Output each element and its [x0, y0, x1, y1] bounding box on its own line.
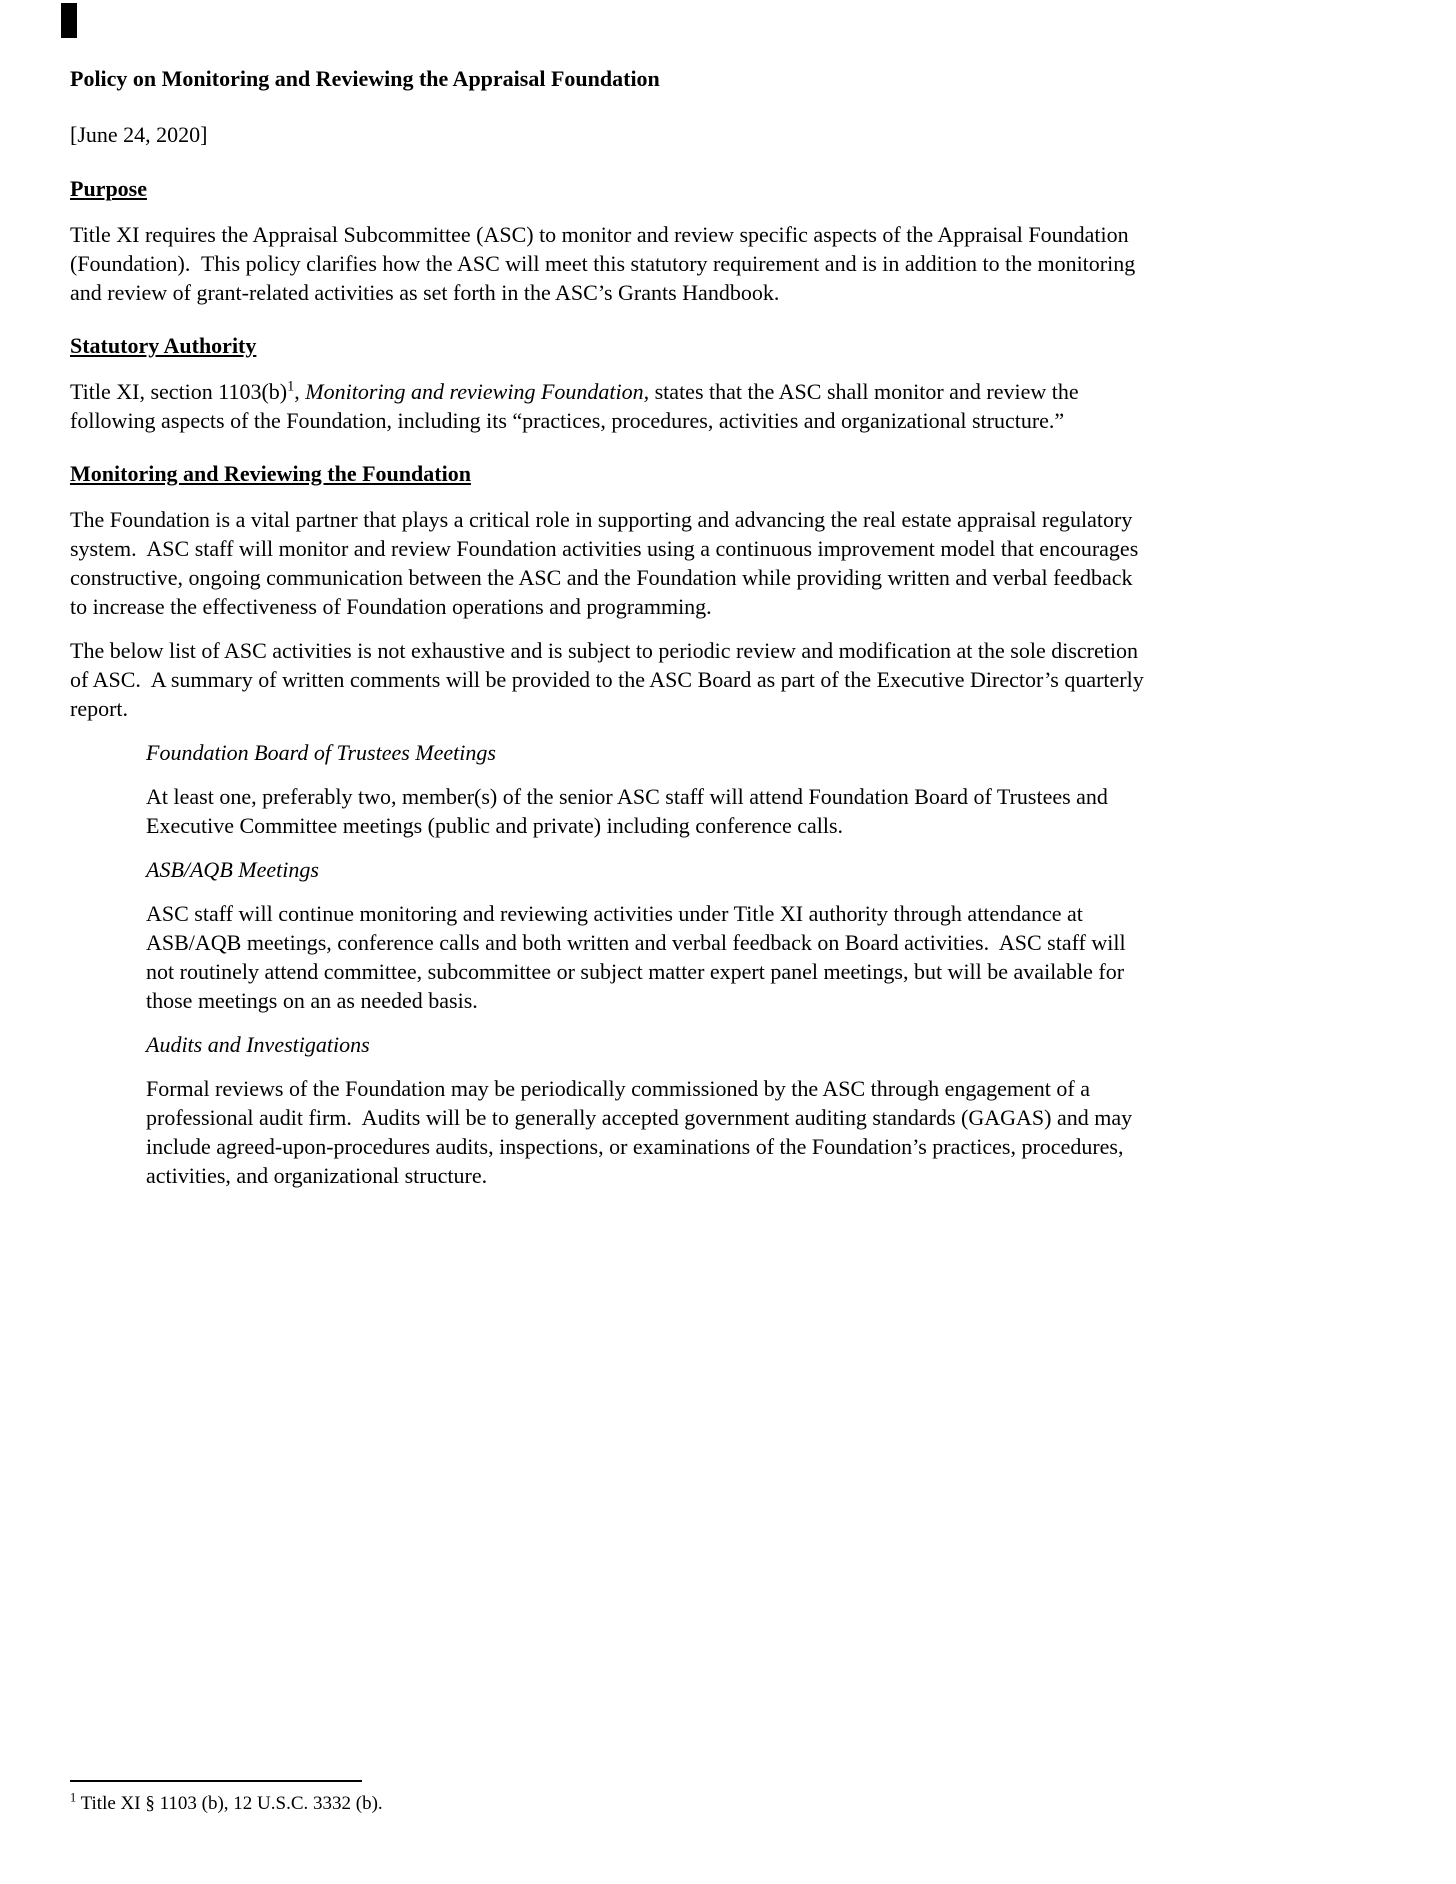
subsection-asb-aqb-meetings: [146, 855, 1155, 1015]
footnote-area: [70, 1780, 1155, 1816]
subsection-paragraph-audits: Formal reviews of the Foundation may be periodically commissioned by the ASC through engagement of a professional audit firm. Audits will be to generally accepted government auditing standards (GAGAS) and may include agreed-upon-procedures audits, inspections, or examinations of the Foundation’s practices, procedures, activities, and organizational structure.: [146, 1076, 1138, 1188]
purpose-heading: Purpose: [70, 176, 147, 201]
monitoring-reviewing-heading: Monitoring and Reviewing the Foundation: [70, 461, 471, 486]
section-statutory-authority: [70, 331, 1155, 435]
subsection-heading-asb-aqb: ASB/AQB Meetings: [146, 857, 319, 882]
footnote-text: [70, 1792, 1155, 1816]
statutory-authority-heading: Statutory Authority: [70, 333, 257, 358]
monitoring-paragraph-2: The below list of ASC activities is not exhaustive and is subject to periodic review and modification at the sole discretion of ASC. A summary of written comments will be provided to the ASC Board as part of the Executive Director’s quarterly report.: [70, 638, 1150, 721]
document-date: [June 24, 2020]: [70, 122, 208, 147]
footnote-reference-1: 1: [287, 378, 295, 395]
section-monitoring-reviewing: [70, 459, 1155, 1190]
monitoring-paragraph-1: The Foundation is a vital partner that plays a critical role in supporting and advancing the real estate appraisal regulatory system. ASC staff will monitor and review Foundation activities using a continuous improvement model that encourages constructive, ongoing communication between the ASC and the Foundation while providing written and verbal feedback to increase the effectiveness of Foundation operations and programming.: [70, 507, 1144, 619]
subsection-heading-foundation-board: Foundation Board of Trustees Meetings: [146, 740, 496, 765]
statutory-authority-paragraph: [70, 377, 1155, 435]
section-purpose: [70, 174, 1155, 307]
statutory-text-italic-citation: Monitoring and reviewing Foundation,: [305, 379, 650, 404]
document-title: Policy on Monitoring and Reviewing the Appraisal Foundation: [70, 66, 660, 91]
statutory-text-trail: states that the ASC shall monitor and review the following aspects of the Foundation, including its “practices, procedures, activities and organizational structure.”: [70, 379, 1085, 433]
statutory-text-comma: ,: [294, 379, 306, 404]
subsection-foundation-board-meetings: [146, 738, 1155, 840]
subsection-paragraph-foundation-board: At least one, preferably two, member(s) of the senior ASC staff will attend Foundation Board of Trustees and Executive Committee meetings (public and private) including conference calls.: [146, 784, 1114, 838]
subsection-audits-investigations: [146, 1030, 1155, 1190]
footnote-marker: 1: [70, 1790, 77, 1805]
document-page: [70, 64, 1155, 1214]
purpose-paragraph: Title XI requires the Appraisal Subcommittee (ASC) to monitor and review specific aspects of the Appraisal Foundation (Foundation). This policy clarifies how the ASC will meet this statutory requirement and is in addition to the monitoring and review of grant-related activities as set forth in the ASC’s Grants Handbook.: [70, 222, 1141, 305]
footnote-separator-rule: [70, 1780, 362, 1782]
footnote-citation: Title XI § 1103 (b), 12 U.S.C. 3332 (b).: [76, 1793, 383, 1814]
subsection-paragraph-asb-aqb: ASC staff will continue monitoring and reviewing activities under Title XI authority through attendance at ASB/AQB meetings, conference calls and both written and verbal feedback on Board activities. ASC staff will not routinely attend committee, subcommittee or subject matter expert panel meetings, but will be available for those meetings on an as needed basis.: [146, 901, 1132, 1013]
scan-artifact-mark: [61, 3, 77, 38]
statutory-text-lead: Title XI, section 1103(b): [70, 379, 288, 404]
subsection-heading-audits: Audits and Investigations: [146, 1032, 370, 1057]
